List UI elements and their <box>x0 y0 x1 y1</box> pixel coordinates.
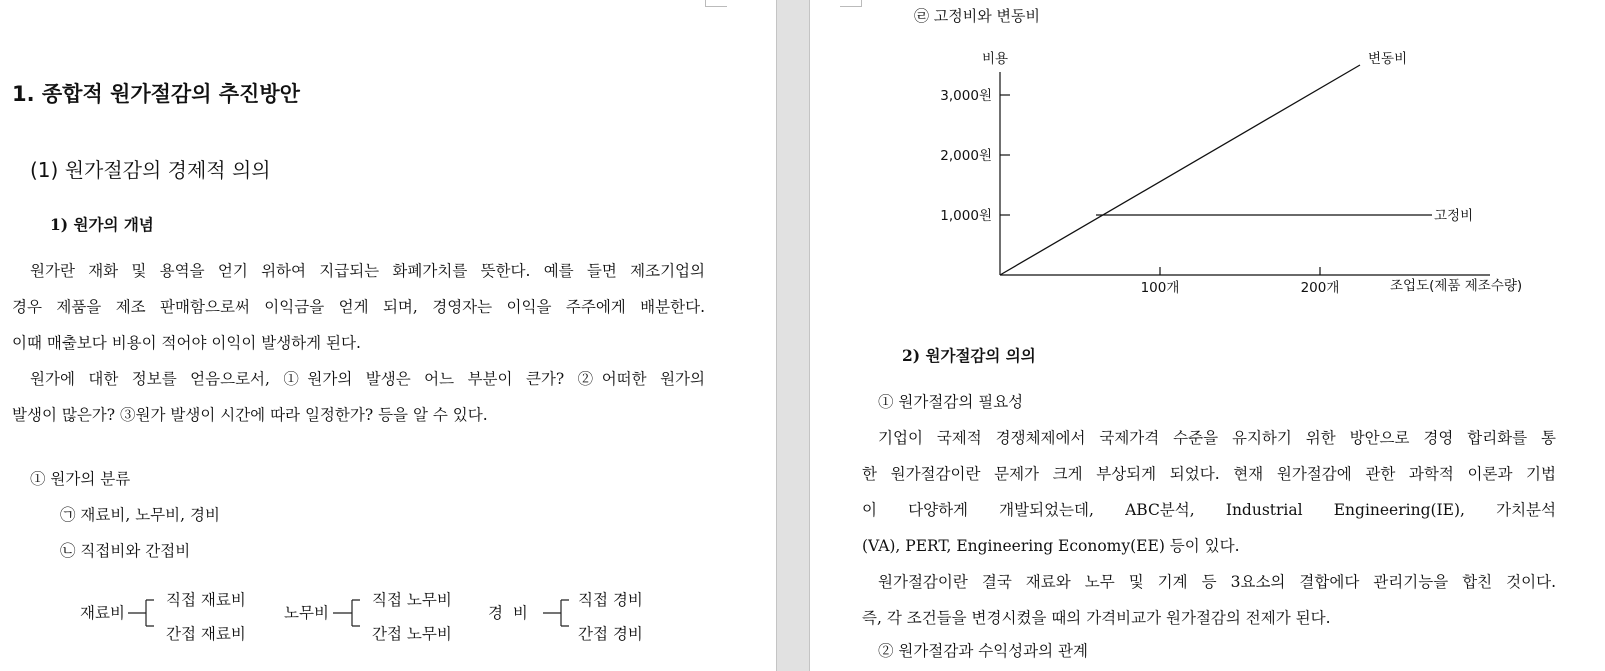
paragraph-line: (VA), PERT, Engineering Economy(EE) 등이 있다. <box>862 537 1240 555</box>
tree-child-label: 직접 노무비 <box>372 591 452 609</box>
paragraph-line: 원가절감이란 결국 재료와 노무 및 기계 등 3요소의 결합에다 관리기능을 합친 것이다. <box>878 573 1556 591</box>
tree-child-label: 간접 노무비 <box>372 625 452 643</box>
subsection-heading: 1) 원가의 개념 <box>50 215 154 234</box>
paragraph-line: 경우 제품을 제조 판매함으로써 이익금을 얻게 되며, 경영자는 이익을 주주에게 배분한다. <box>12 298 705 316</box>
document-page-left <box>0 0 776 671</box>
paragraph-line: 한 원가절감이란 문제가 크게 부상되게 되었다. 현재 원가절감에 관한 과학적 이론과 기법 <box>862 465 1556 483</box>
tree-parent-label: 노무비 <box>284 604 329 622</box>
necessity-title: ① 원가절감의 필요성 <box>878 393 1024 411</box>
chapter-heading: 1. 종합적 원가절감의 추진방안 <box>12 82 300 106</box>
paragraph-line: 원가에 대한 정보를 얻음으로서, ①원가의 발생은 어느 부분이 큰가? ②어떠한 원가의 <box>30 370 705 388</box>
tree-child-label: 직접 경비 <box>578 591 643 609</box>
tree-parent-label: 재료비 <box>80 604 125 622</box>
y-tick-label: 3,000원 <box>940 88 992 104</box>
document-page-right <box>810 0 1605 671</box>
tree-child-label: 직접 재료비 <box>166 591 246 609</box>
page-gap <box>776 0 810 671</box>
y-axis-label: 비용 <box>982 51 1009 67</box>
list-item: ㉡ 직접비와 간접비 <box>60 542 191 560</box>
y-tick-label: 1,000원 <box>940 208 992 224</box>
fixed-variable-cost-chart <box>810 0 1605 320</box>
paragraph-line: 원가란 재화 및 용역을 얻기 위하여 지급되는 화폐가치를 뜻한다. 예를 들면 제조기업의 <box>30 262 705 280</box>
paragraph-line: 이때 매출보다 비용이 적어야 이익이 발생하게 된다. <box>12 334 361 352</box>
classification-title: ① 원가의 분류 <box>30 470 131 488</box>
paragraph-line: 발생이 많은가? ③원가 발생이 시간에 따라 일정한가? 등을 알 수 있다. <box>12 406 488 424</box>
y-tick-label: 2,000원 <box>940 148 992 164</box>
subsection-heading: 2) 원가절감의 의의 <box>902 346 1036 365</box>
x-axis-label: 조업도(제품 제조수량) <box>1390 278 1523 294</box>
tree-parent-label: 경 비 <box>488 604 528 622</box>
section-heading: (1) 원가절감의 경제적 의의 <box>30 158 271 182</box>
paragraph-line: 기업이 국제적 경쟁체제에서 국제가격 수준을 유지하기 위한 방안으로 경영 합리화를 통 <box>878 429 1556 447</box>
tree-child-label: 간접 재료비 <box>166 625 246 643</box>
series-label: 고정비 <box>1434 208 1474 224</box>
series-line-1 <box>1000 65 1360 275</box>
x-tick-label: 100개 <box>1140 280 1180 296</box>
paragraph-line: 이 다양하게 개발되었는데, ABC분석, Industrial Engineering(IE), 가치분석 <box>862 501 1556 519</box>
crop-mark <box>705 0 727 7</box>
x-tick-label: 200개 <box>1300 280 1340 296</box>
paragraph-line: 즉, 각 조건들을 변경시켰을 때의 가격비교가 원가절감의 전제가 된다. <box>862 609 1331 627</box>
chart-caption: ㉣ 고정비와 변동비 <box>914 7 1040 25</box>
list-item: ㉠ 재료비, 노무비, 경비 <box>60 506 220 524</box>
next-section-title: ② 원가절감과 수익성과의 관계 <box>878 642 1088 660</box>
series-label: 변동비 <box>1368 51 1408 67</box>
tree-child-label: 간접 경비 <box>578 625 643 643</box>
